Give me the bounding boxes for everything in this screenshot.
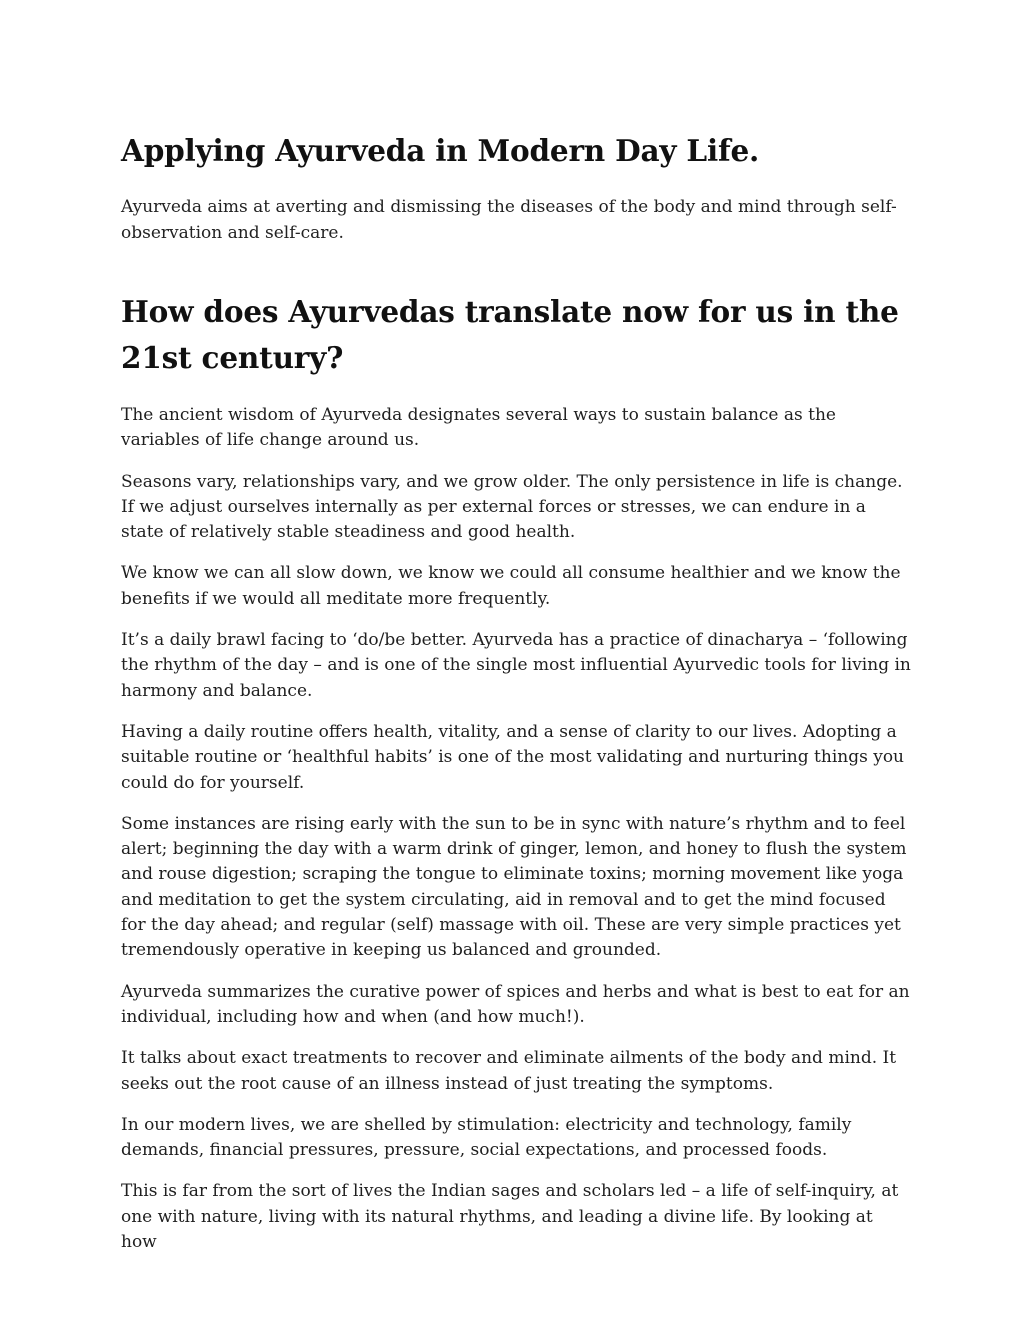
body-paragraph: It’s a daily brawl facing to ‘do/be better. Ayurveda has a practice of dinacharya – ‘following the rhythm of the day – and is one of the single most influential Ayurvedic tools for living in harmony and balance. [121, 630, 911, 701]
body-paragraph: In our modern lives, we are shelled by stimulation: electricity and technology, family demands, financial pressures, pressure, social expectations, and processed foods. [121, 1114, 852, 1161]
body-paragraph: Having a daily routine offers health, vitality, and a sense of clarity to our lives. Adopting a suitable routine or ‘healthful habits’ is one of the most validating and nurturing things you could do for yourself. [121, 721, 905, 793]
body-paragraph: It talks about exact treatments to recover and eliminate ailments of the body and mind. It seeks out the root cause of an illness instead of just treating the symptoms. [121, 1048, 897, 1094]
section-heading: How does Ayurvedas translate now for us in the 21st century? [121, 294, 899, 375]
document-page [121, 130, 911, 1271]
document-title: Applying Ayurveda in Modern Day Life. [121, 133, 760, 168]
body-paragraph: Seasons vary, relationships vary, and we grow older. The only persistence in life is change. If we adjust ourselves internally as per external forces or stresses, we can endure in a state of relatively stable steadiness and good health. [121, 471, 903, 543]
body-paragraph: We know we can all slow down, we know we could all consume healthier and we know the benefits if we would all meditate more frequently. [121, 563, 901, 609]
body-paragraph: Some instances are rising early with the sun to be in sync with nature’s rhythm and to feel alert; beginning the day with a warm drink of ginger, lemon, and honey to flush the system and rouse digestion; scraping the tongue to eliminate toxins; morning movement like yoga and meditation to get the system circulating, aid in removal and to get the mind focused for the day ahead; and regular (self) massage with oil. These are very simple practices yet tremendously operative in keeping us balanced and grounded. [121, 813, 907, 961]
body-paragraph: The ancient wisdom of Ayurveda designates several ways to sustain balance as the variables of life change around us. [121, 405, 836, 451]
body-paragraph: This is far from the sort of lives the Indian sages and scholars led – a life of self-inquiry, at one with nature, living with its natural rhythms, and leading a divine life. By looking at how [121, 1181, 899, 1253]
body-text [121, 403, 911, 1255]
body-paragraph: Ayurveda summarizes the curative power of spices and herbs and what is best to eat for an individual, including how and when (and how much!). [121, 981, 910, 1027]
intro-paragraph: Ayurveda aims at averting and dismissing the diseases of the body and mind through self-observation and self-care. [121, 197, 897, 243]
